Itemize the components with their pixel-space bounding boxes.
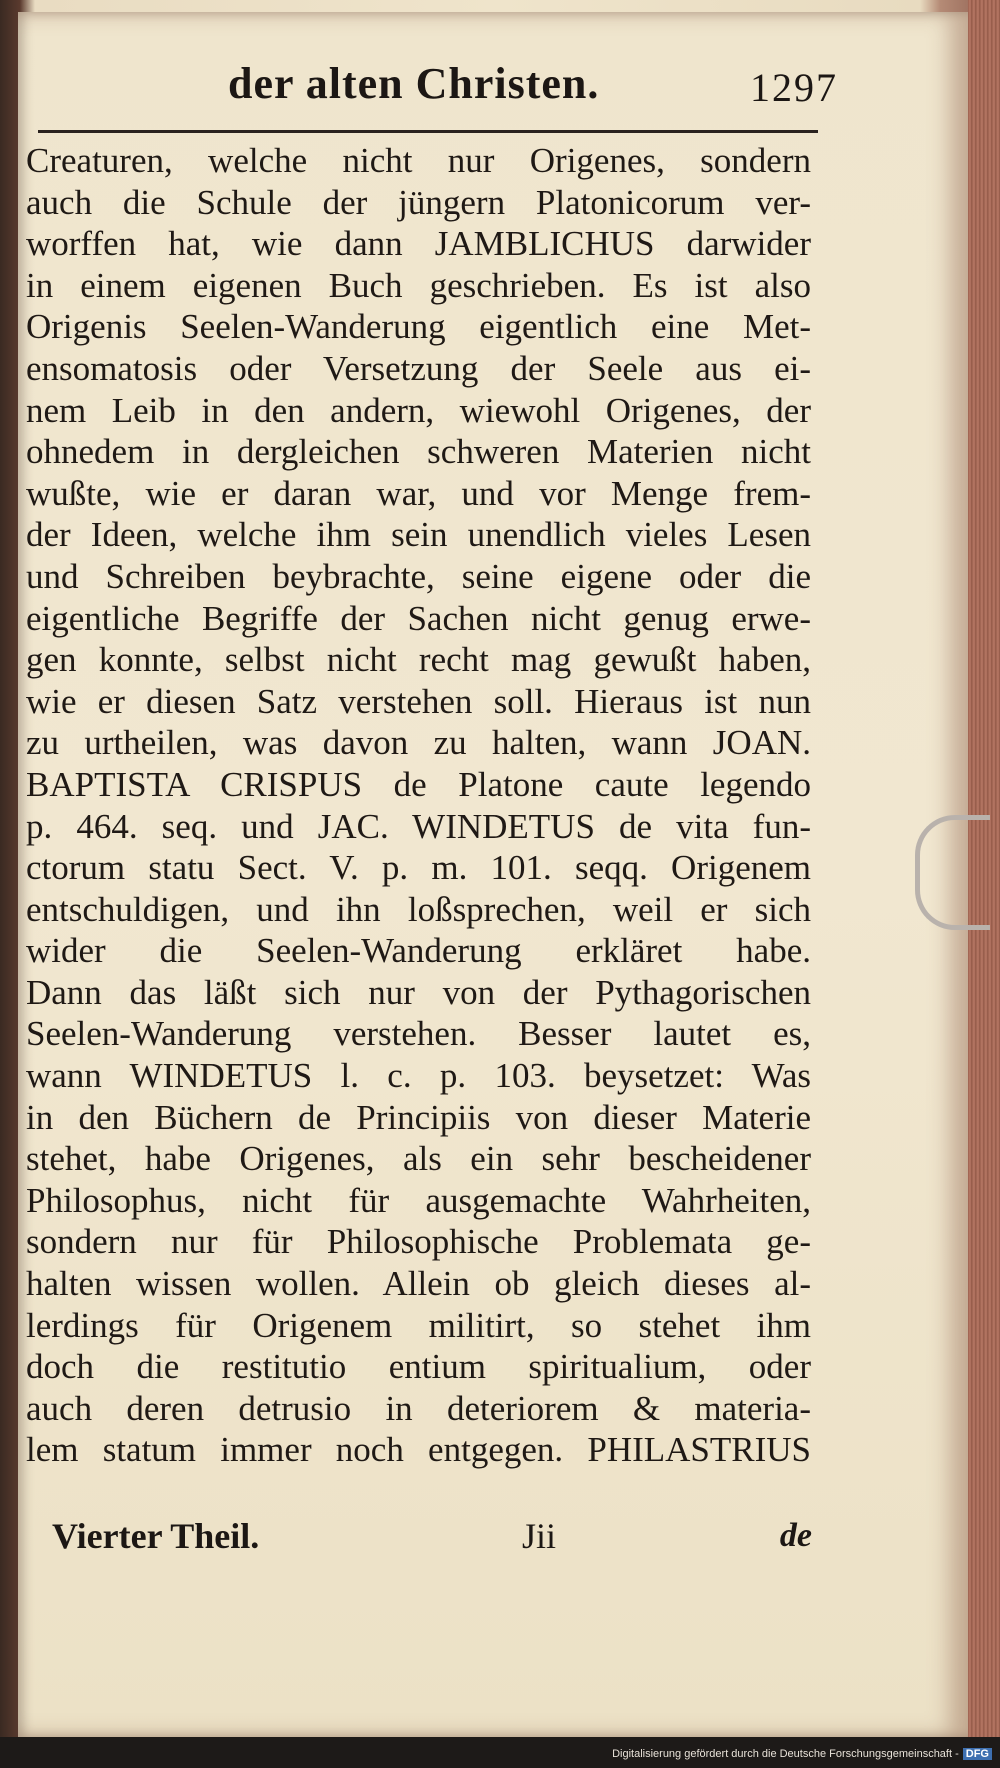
text-line: Seelen-Wanderung verstehen. Besser lautet es,: [26, 1014, 811, 1054]
text-line: wann WINDETUS l. c. p. 103. beysetzet: Was: [26, 1056, 811, 1096]
text-line: ohnedem in dergleichen schweren Materien nicht: [26, 432, 811, 472]
text-line: eigentliche Begriffe der Sachen nicht genug erwe-: [26, 598, 811, 638]
page-number: 1297: [750, 65, 838, 110]
text-line: Philosophus, nicht für ausgemachte Wahrheiten,: [26, 1180, 811, 1220]
funding-notice: [612, 1748, 992, 1760]
text-line: halten wissen wollen. Allein ob gleich dieses al-: [26, 1264, 811, 1304]
text-line: sondern nur für Philosophische Problemata ge-: [26, 1222, 811, 1262]
funding-text: Digitalisierung gefördert durch die Deutsche Forschungsgemeinschaft -: [612, 1748, 959, 1760]
text-line: und Schreiben beybrachte, seine eigene oder die: [26, 556, 811, 596]
text-line: lem statum immer noch entgegen. PHILASTRIUS: [26, 1430, 811, 1470]
text-line: auch deren detrusio in deteriorem & materia-: [26, 1388, 811, 1428]
text-line: Dann das läßt sich nur von der Pythagorischen: [26, 972, 811, 1012]
text-line: entschuldigen, und ihn loßsprechen, weil er sich: [26, 889, 811, 929]
text-line: in einem eigenen Buch geschrieben. Es ist also: [26, 265, 811, 305]
text-line: in den Büchern de Principiis von dieser Materie: [26, 1097, 811, 1137]
text-line: wußte, wie er daran war, und vor Menge frem-: [26, 473, 811, 513]
text-line: Origenis Seelen-Wanderung eigentlich eine Met-: [26, 307, 811, 347]
signature-mark: Jii: [522, 1516, 557, 1556]
catchline: [52, 1515, 812, 1565]
text-line: wie er diesen Satz verstehen soll. Hieraus ist nun: [26, 681, 811, 721]
catchword: de: [779, 1517, 812, 1554]
running-head-title: der alten Christen.: [228, 59, 600, 108]
page-clip: [915, 815, 990, 930]
text-line: der Ideen, welche ihm sein unendlich vieles Lesen: [26, 515, 811, 555]
text-line: p. 464. seq. und JAC. WINDETUS de vita fun-: [26, 806, 811, 846]
text-line: BAPTISTA CRISPUS de Platone caute legendo: [26, 764, 811, 804]
text-line: doch die restitutio entium spiritualium, oder: [26, 1347, 811, 1387]
text-line: zu urtheilen, was davon zu halten, wann JOAN.: [26, 723, 811, 763]
running-head: [38, 58, 838, 128]
text-line: stehet, habe Origenes, als ein sehr bescheidener: [26, 1139, 811, 1179]
dfg-logo: DFG: [963, 1748, 992, 1760]
body-text: [26, 140, 811, 1471]
text-line: nem Leib in den andern, wiewohl Origenes, der: [26, 390, 811, 430]
text-line: ensomatosis oder Versetzung der Seele aus ei-: [26, 348, 811, 388]
text-line: worffen hat, wie dann JAMBLICHUS darwider: [26, 224, 811, 264]
header-rule: [38, 130, 818, 133]
text-line: Creaturen, welche nicht nur Origenes, sondern: [26, 141, 811, 180]
text-line: lerdings für Origenem militirt, so stehet ihm: [26, 1305, 811, 1345]
text-line: wider die Seelen-Wanderung erkläret habe.: [26, 931, 811, 971]
text-line: auch die Schule der jüngern Platonicorum ver-: [26, 182, 811, 222]
text-line: ctorum statu Sect. V. p. m. 101. seqq. Origenem: [26, 848, 811, 888]
text-line: gen konnte, selbst nicht recht mag gewußt haben,: [26, 640, 811, 680]
signature-label: Vierter Theil.: [52, 1516, 260, 1556]
